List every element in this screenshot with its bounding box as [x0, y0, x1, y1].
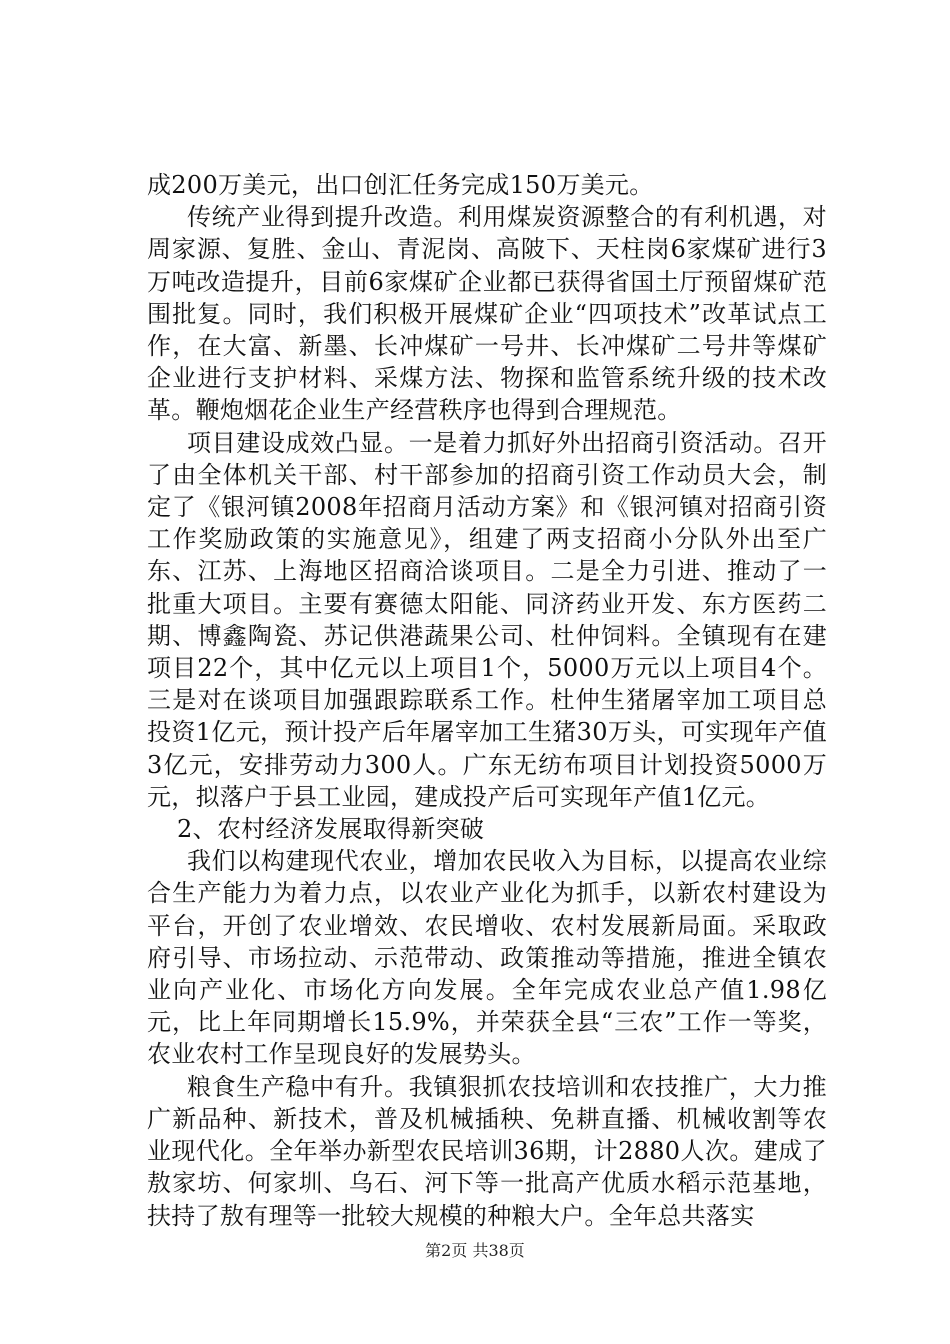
paragraph-project-construction: 项目建设成效凸显。一是着力抓好外出招商引资活动。召开了由全体机关干部、村干部参加的招商引资工作动员大会，制定了《银河镇2008年招商月活动方案》和《银河镇对招商引资工作奖励政策的实施意见》，组建了两支招商小分队外出至广东、江苏、上海地区招商洽谈项目。二是全力引进、推动了一批重大项目。主要有赛德太阳能、同济药业开发、东方医药二期、博鑫陶瓷、苏记供港蔬果公司、杜仲饲料。全镇现有在建项目22个，其中亿元以上项目1个，5000万元以上项目4个。三是对在谈项目加强跟踪联系工作。杜仲生猪屠宰加工项目总投资1亿元，预计投产后年屠宰加工生猪30万头，可实现年产值3亿元，安排劳动力300人。广东无纺布项目计划投资5000万元，拟落户于县工业园，建成投产后可实现年产值1亿元。 — [147, 428, 827, 811]
section-heading: 2、农村经济发展取得新突破 — [177, 815, 485, 844]
page-footer: 第2页 共38页 — [425, 1241, 525, 1260]
paragraph-grain-production: 粮食生产稳中有升。我镇狠抓农技培训和农技推广，大力推广新品种、新技术，普及机械插秧、免耕直播、机械收割等农业现代化。全年举办新型农民培训36期，计2880人次。建成了敖家坊、何家圳、乌石、河下等一批高产优质水稻示范基地，扶持了敖有理等一批较大规模的种粮大户。全年总共落实 — [147, 1072, 827, 1230]
paragraph-rural-economy: 我们以构建现代农业，增加农民收入为目标，以提高农业综合生产能力为着力点，以农业产业化为抓手，以新农村建设为平台，开创了农业增效、农民增收、农村发展新局面。采取政府引导、市场拉动、示范带动、政策推动等措施，推进全镇农业向产业化、市场化方向发展。全年完成农业总产值1.98亿元，比上年同期增长15.9%，并荣获全县“三农”工作一等奖，农业农村工作呈现良好的发展势头。 — [147, 847, 827, 1069]
document-body — [147, 169, 827, 1232]
paragraph-continuation: 成200万美元，出口创汇任务完成150万美元。 — [147, 171, 654, 199]
paragraph-traditional-industry: 传统产业得到提升改造。利用煤炭资源整合的有利机遇，对周家源、复胜、金山、青泥岗、高陂下、天柱岗6家煤矿进行3万吨改造提升，目前6家煤矿企业都已获得省国土厅预留煤矿范围批复。同时，我们积极开展煤矿企业“四项技术”改革试点工作，在大富、新墨、长冲煤矿一号井、长冲煤矿二号井等煤矿企业进行支护材料、采煤方法、物探和监管系统升级的技术改革。鞭炮烟花企业生产经营秩序也得到合理规范。 — [147, 203, 827, 425]
